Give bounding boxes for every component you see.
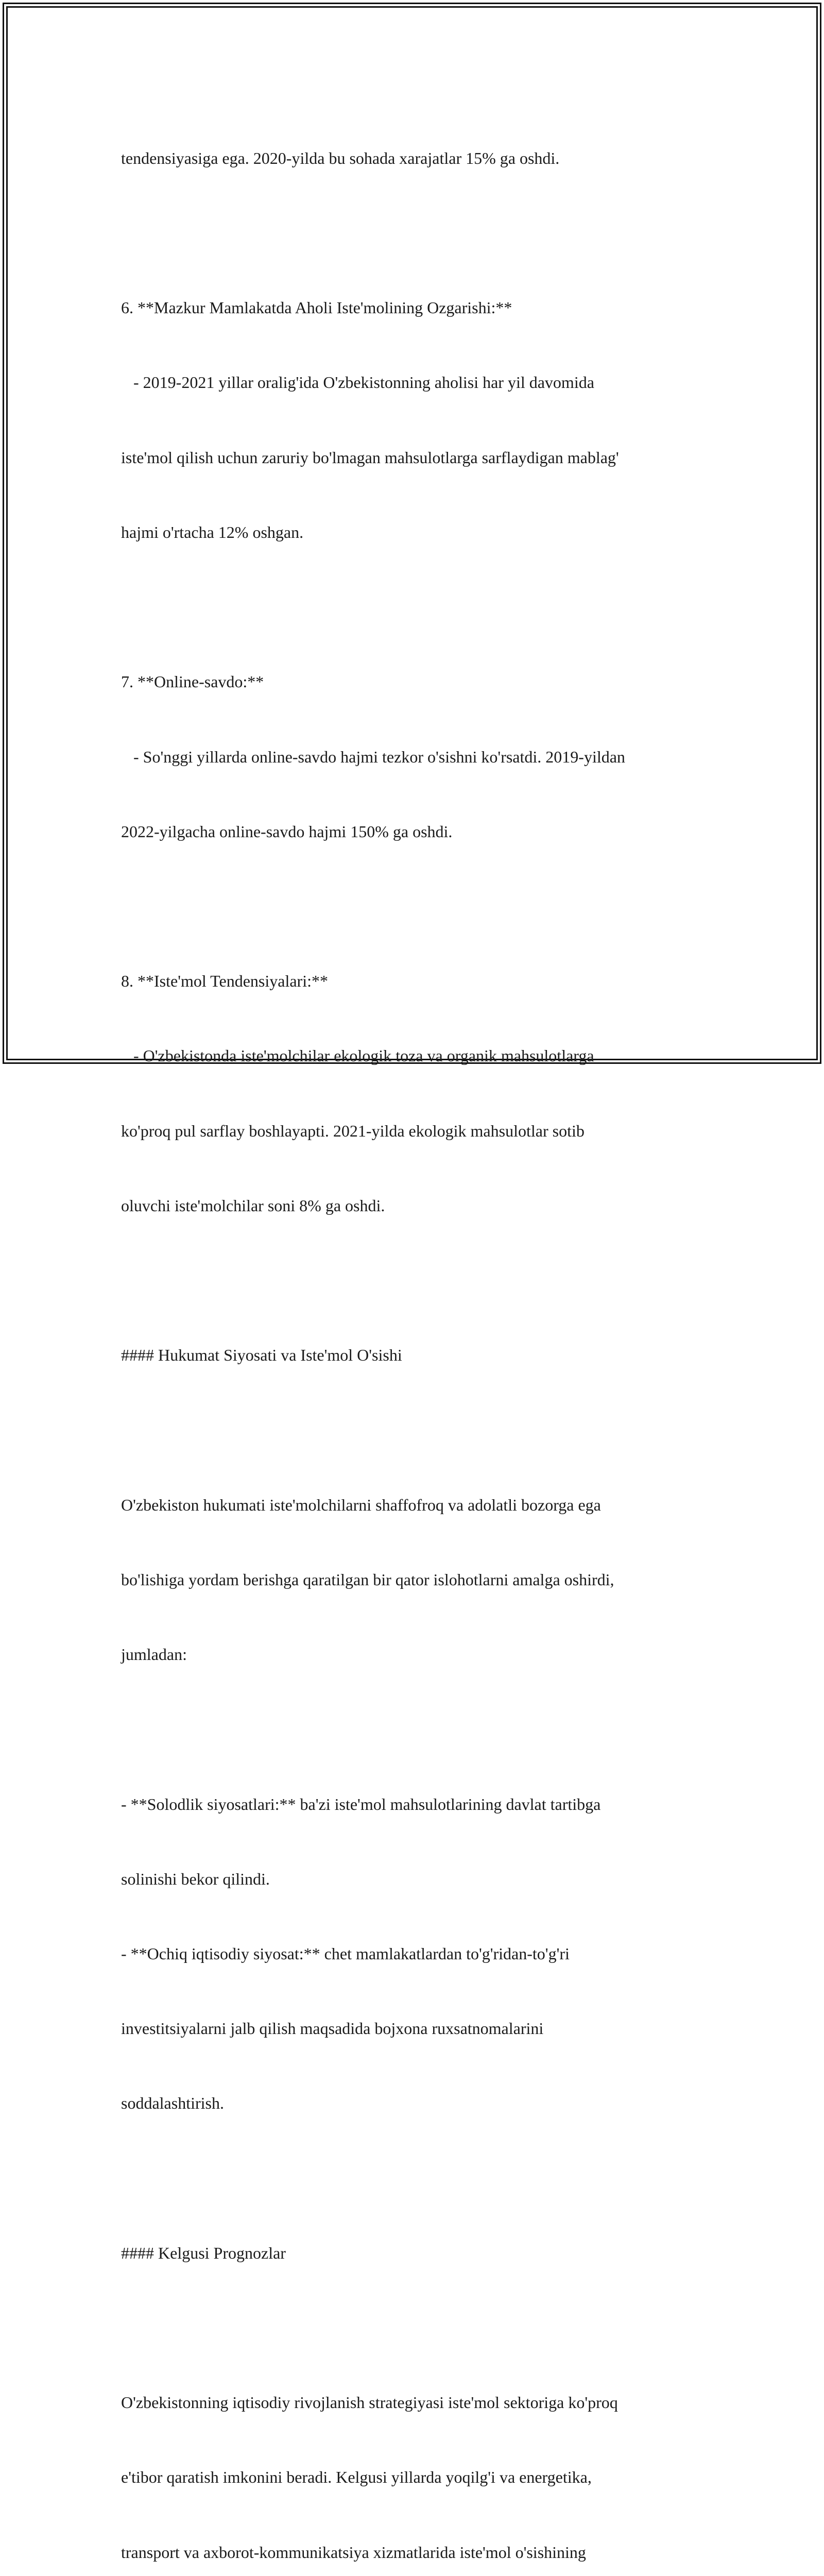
text-line: e'tibor qaratish imkonini beradi. Kelgusi yillarda yoqilg'i va energetika, xyxy=(121,2468,592,2487)
text-line: oluvchi iste'molchilar soni 8% ga oshdi. xyxy=(121,1196,385,1215)
document-body xyxy=(121,96,713,2576)
text-line: investitsiyalarni jalb qilish maqsadida bojxona ruxsatnomalarini xyxy=(121,2019,544,2038)
text-line: solinishi bekor qilindi. xyxy=(121,1869,270,1888)
text-line: O'zbekiston hukumati iste'molchilarni shaffofroq va adolatli bozorga ega xyxy=(121,1495,601,1514)
blank-line xyxy=(121,2166,713,2191)
section-heading: #### Hukumat Siyosati va Iste'mol O'sishi xyxy=(121,1346,402,1365)
text-line: bo'lishiga yordam berishga qaratilgan bir qator islohotlarni amalga oshirdi, xyxy=(121,1570,614,1589)
text-line: - So'nggi yillarda online-savdo hajmi tezkor o'sishni ko'rsatdi. 2019-yildan xyxy=(121,747,625,766)
section-heading: #### Kelgusi Prognozlar xyxy=(121,2243,286,2262)
text-line: tendensiyasiga ega. 2020-yilda bu sohada xarajatlar 15% ga oshdi. xyxy=(121,148,560,167)
blank-line xyxy=(121,1417,713,1442)
text-line: - O'zbekistonda iste'molchilar ekologik toza va organik mahsulotlarga xyxy=(121,1046,594,1065)
text-line: transport va axborot-kommunikatsiya xizmatlarida iste'mol o'sishining xyxy=(121,2543,586,2562)
text-line: jumladan: xyxy=(121,1645,187,1664)
text-line: O'zbekistonning iqtisodiy rivojlanish strategiyasi iste'mol sektoriga ko'proq xyxy=(121,2393,618,2412)
text-line: 2022-yilgacha online-savdo hajmi 150% ga oshdi. xyxy=(121,822,453,841)
list-item-heading: 6. **Mazkur Mamlakatda Aholi Iste'molining Ozgarishi:** xyxy=(121,298,512,317)
text-line: soddalashtirish. xyxy=(121,2094,224,2113)
text-line: - 2019-2021 yillar oralig'ida O'zbekistonning aholisi har yil davomida xyxy=(121,373,594,392)
blank-line xyxy=(121,2315,713,2340)
blank-line xyxy=(121,894,713,919)
list-item-heading: 7. **Online-savdo:** xyxy=(121,672,264,691)
blank-line xyxy=(121,1268,713,1293)
blank-line xyxy=(121,1717,713,1741)
list-item-heading: 8. **Iste'mol Tendensiyalari:** xyxy=(121,972,328,991)
text-line: ko'proq pul sarflay boshlayapti. 2021-yilda ekologik mahsulotlar sotib xyxy=(121,1121,585,1140)
bullet-item: - **Solodlik siyosatlari:** ba'zi iste'mol mahsulotlarining davlat tartibga xyxy=(121,1794,601,1814)
blank-line xyxy=(121,221,713,245)
bullet-item: - **Ochiq iqtisodiy siyosat:** chet mamlakatlardan to'g'ridan-to'g'ri xyxy=(121,1944,570,1963)
text-line: iste'mol qilish uchun zaruriy bo'lmagan mahsulotlarga sarflaydigan mablag' xyxy=(121,448,619,467)
text-line: hajmi o'rtacha 12% oshgan. xyxy=(121,522,304,541)
blank-line xyxy=(121,595,713,619)
